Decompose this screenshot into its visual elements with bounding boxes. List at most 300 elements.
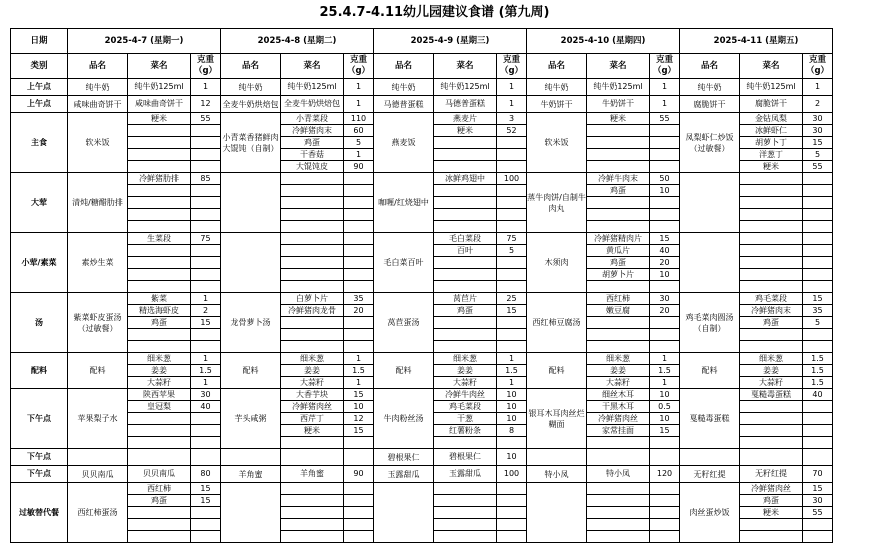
- ingredient-name: 鸡蛋: [740, 495, 803, 507]
- ingredient-name: 纯牛奶125ml: [434, 79, 497, 96]
- dish-name: 无籽红提: [680, 466, 740, 483]
- ingredient-weight: 15: [497, 305, 527, 317]
- dish-name: 软米饭: [527, 113, 587, 173]
- empty-weight-cell: [650, 317, 680, 329]
- dish-name: 腐脆饼干: [680, 96, 740, 113]
- ingredient-column-header: 菜名: [434, 54, 497, 79]
- ingredient-weight: 10: [497, 413, 527, 425]
- empty-ingredient-cell: [128, 269, 191, 281]
- empty-ingredient-cell: [740, 209, 803, 221]
- ingredient-weight: 1: [650, 353, 680, 365]
- empty-weight-cell: [650, 149, 680, 161]
- ingredient-weight: 10: [497, 449, 527, 466]
- ingredient-name: 金钻凤梨: [740, 113, 803, 125]
- empty-weight-cell: [803, 425, 833, 437]
- ingredient-weight: 1: [344, 79, 374, 96]
- dish-name: [680, 449, 740, 466]
- empty-weight-cell: [497, 185, 527, 197]
- empty-weight-cell: [650, 281, 680, 293]
- ingredient-name: 碧根果仁: [434, 449, 497, 466]
- empty-weight-cell: [191, 257, 221, 269]
- empty-ingredient-cell: [740, 245, 803, 257]
- ingredient-name: 鸡蛋: [587, 257, 650, 269]
- ingredient-weight: 120: [650, 466, 680, 483]
- meal-name: 大荤: [11, 173, 68, 233]
- empty-ingredient-cell: [587, 317, 650, 329]
- empty-ingredient-cell: [128, 125, 191, 137]
- ingredient-name: 马德普蛋糕: [434, 96, 497, 113]
- empty-weight-cell: [344, 449, 374, 466]
- ingredient-name: 纯牛奶125ml: [281, 79, 344, 96]
- ingredient-weight: 110: [344, 113, 374, 125]
- ingredient-weight: 25: [497, 293, 527, 305]
- ingredient-name: 干香菇: [281, 149, 344, 161]
- empty-ingredient-cell: [281, 281, 344, 293]
- ingredient-name: 胡萝卜丁: [740, 137, 803, 149]
- empty-ingredient-cell: [740, 425, 803, 437]
- meal-name: 配料: [11, 353, 68, 389]
- empty-ingredient-cell: [740, 437, 803, 449]
- ingredient-name: 牛奶饼干: [587, 96, 650, 113]
- ingredient-name: 咸味曲奇饼干: [128, 96, 191, 113]
- empty-ingredient-cell: [434, 437, 497, 449]
- empty-ingredient-cell: [281, 495, 344, 507]
- ingredient-weight: 40: [191, 401, 221, 413]
- empty-ingredient-cell: [434, 341, 497, 353]
- empty-ingredient-cell: [740, 281, 803, 293]
- ingredient-weight: 15: [191, 483, 221, 495]
- empty-ingredient-cell: [128, 257, 191, 269]
- ingredient-column-header: 菜名: [740, 54, 803, 79]
- dish-column-header: 品名: [68, 54, 128, 79]
- empty-weight-cell: [497, 281, 527, 293]
- empty-weight-cell: [497, 221, 527, 233]
- ingredient-name: 干葱: [434, 413, 497, 425]
- ingredient-weight: 10: [650, 185, 680, 197]
- ingredient-weight: 100: [497, 466, 527, 483]
- meal-name: 小荤/素菜: [11, 233, 68, 293]
- empty-weight-cell: [191, 137, 221, 149]
- ingredient-weight: 15: [650, 233, 680, 245]
- empty-weight-cell: [650, 437, 680, 449]
- dish-name: 牛奶饼干: [527, 96, 587, 113]
- empty-ingredient-cell: [434, 317, 497, 329]
- ingredient-name: 鸡蛋: [128, 495, 191, 507]
- ingredient-weight: 15: [344, 425, 374, 437]
- empty-weight-cell: [191, 245, 221, 257]
- ingredient-weight: 100: [497, 173, 527, 185]
- dish-name: 纯牛奶: [374, 79, 434, 96]
- empty-weight-cell: [191, 149, 221, 161]
- ingredient-weight: 2: [191, 305, 221, 317]
- dish-name: 纯牛奶: [680, 79, 740, 96]
- dish-name: 小青菜香猪鲜肉大馄饨（自制）: [221, 113, 281, 173]
- empty-weight-cell: [497, 495, 527, 507]
- empty-weight-cell: [650, 449, 680, 466]
- empty-weight-cell: [803, 437, 833, 449]
- ingredient-weight: 20: [344, 305, 374, 317]
- empty-weight-cell: [191, 209, 221, 221]
- ingredient-name: 陕西苹果: [128, 389, 191, 401]
- ingredient-weight: 8: [497, 425, 527, 437]
- empty-ingredient-cell: [434, 197, 497, 209]
- empty-weight-cell: [344, 197, 374, 209]
- ingredient-name: 冷鲜猪肉龙骨: [281, 305, 344, 317]
- weight-column-header: 克重（g）: [191, 54, 221, 79]
- ingredient-name: 特小凤: [587, 466, 650, 483]
- meal-row: [11, 466, 833, 483]
- meal-name: 过敏替代餐: [11, 483, 68, 543]
- empty-ingredient-cell: [587, 161, 650, 173]
- dish-name: 苹果梨子水: [68, 389, 128, 449]
- empty-ingredient-cell: [740, 341, 803, 353]
- empty-ingredient-cell: [740, 185, 803, 197]
- empty-ingredient-cell: [740, 173, 803, 185]
- dish-name: 戛糙毒蛋糕: [680, 389, 740, 449]
- day-date-header: 2025-4-7 (星期一): [68, 29, 221, 54]
- empty-weight-cell: [650, 137, 680, 149]
- empty-weight-cell: [344, 233, 374, 245]
- ingredient-name: 紫菜: [128, 293, 191, 305]
- ingredient-name: 鸡毛菜段: [434, 401, 497, 413]
- empty-ingredient-cell: [434, 329, 497, 341]
- empty-weight-cell: [497, 257, 527, 269]
- day-date-header: 2025-4-9 (星期三): [374, 29, 527, 54]
- empty-ingredient-cell: [128, 161, 191, 173]
- empty-weight-cell: [650, 341, 680, 353]
- ingredient-name: 粳米: [128, 113, 191, 125]
- empty-weight-cell: [191, 197, 221, 209]
- ingredient-name: 羊角蜜: [281, 466, 344, 483]
- empty-weight-cell: [803, 269, 833, 281]
- empty-weight-cell: [191, 437, 221, 449]
- ingredient-weight: 1: [191, 353, 221, 365]
- ingredient-name: 干黑木耳: [587, 401, 650, 413]
- empty-ingredient-cell: [740, 233, 803, 245]
- empty-ingredient-cell: [281, 531, 344, 543]
- dish-name: 燕麦饭: [374, 113, 434, 173]
- empty-ingredient-cell: [740, 413, 803, 425]
- ingredient-weight: 5: [803, 317, 833, 329]
- ingredient-weight: 3: [497, 113, 527, 125]
- dish-name: 纯牛奶: [68, 79, 128, 96]
- ingredient-column-header: 菜名: [128, 54, 191, 79]
- ingredient-weight: 90: [344, 466, 374, 483]
- weight-column-header: 克重（g）: [803, 54, 833, 79]
- meal-row: [11, 173, 833, 185]
- ingredient-weight: 70: [803, 466, 833, 483]
- empty-ingredient-cell: [434, 137, 497, 149]
- empty-ingredient-cell: [128, 329, 191, 341]
- empty-ingredient-cell: [128, 281, 191, 293]
- dish-name: 龙骨萝卜汤: [221, 293, 281, 353]
- ingredient-weight: 1.5: [803, 353, 833, 365]
- dish-name: 鸡毛菜肉圆汤（自制）: [680, 293, 740, 353]
- ingredient-weight: 10: [650, 389, 680, 401]
- meal-row: [11, 353, 833, 365]
- ingredient-name: 冷鲜猪肉丝: [740, 483, 803, 495]
- ingredient-name: 洋葱丁: [740, 149, 803, 161]
- empty-weight-cell: [650, 209, 680, 221]
- dish-name: 配料: [221, 353, 281, 389]
- empty-weight-cell: [191, 425, 221, 437]
- empty-weight-cell: [650, 329, 680, 341]
- empty-ingredient-cell: [434, 149, 497, 161]
- dish-name: 玉露甜瓜: [374, 466, 434, 483]
- ingredient-name: 冷鲜猪精肉片: [587, 233, 650, 245]
- ingredient-weight: 40: [650, 245, 680, 257]
- empty-weight-cell: [344, 173, 374, 185]
- empty-ingredient-cell: [587, 221, 650, 233]
- day-date-header: 2025-4-10 (星期四): [527, 29, 680, 54]
- ingredient-weight: 35: [344, 293, 374, 305]
- empty-ingredient-cell: [281, 173, 344, 185]
- dish-name: [680, 233, 740, 293]
- dish-name: 咖喱/红烧翅中: [374, 173, 434, 233]
- empty-ingredient-cell: [128, 245, 191, 257]
- weight-column-header: 克重（g）: [497, 54, 527, 79]
- empty-weight-cell: [344, 185, 374, 197]
- empty-ingredient-cell: [587, 149, 650, 161]
- dish-name: 凤梨虾仁炒饭（过敏餐）: [680, 113, 740, 173]
- dish-name: 芋头咸粥: [221, 389, 281, 449]
- ingredient-weight: 35: [803, 305, 833, 317]
- dish-name: 西红柿豆腐汤: [527, 293, 587, 353]
- ingredient-weight: 52: [497, 125, 527, 137]
- empty-weight-cell: [344, 483, 374, 495]
- empty-weight-cell: [803, 531, 833, 543]
- empty-weight-cell: [344, 531, 374, 543]
- empty-ingredient-cell: [434, 221, 497, 233]
- ingredient-name: 姜姜: [281, 365, 344, 377]
- ingredient-weight: 1: [650, 96, 680, 113]
- meal-name: 下午点: [11, 389, 68, 449]
- empty-weight-cell: [344, 341, 374, 353]
- dish-name: 配料: [374, 353, 434, 389]
- meal-row: [11, 79, 833, 96]
- dish-name: 配料: [68, 353, 128, 389]
- column-header-row: [11, 54, 833, 79]
- empty-weight-cell: [191, 269, 221, 281]
- empty-ingredient-cell: [587, 209, 650, 221]
- ingredient-name: 鸡蛋: [740, 317, 803, 329]
- page-title: 25.4.7-4.11幼儿园建议食谱 (第九周): [319, 5, 550, 20]
- empty-weight-cell: [191, 125, 221, 137]
- empty-ingredient-cell: [587, 483, 650, 495]
- ingredient-weight: 10: [344, 401, 374, 413]
- empty-weight-cell: [191, 185, 221, 197]
- ingredient-name: 戛糙毒蛋糕: [740, 389, 803, 401]
- ingredient-weight: 20: [650, 257, 680, 269]
- day-date-header: 2025-4-11 (星期五): [680, 29, 833, 54]
- ingredient-name: 冷鲜猪肋排: [128, 173, 191, 185]
- ingredient-name: 细米葱: [434, 353, 497, 365]
- empty-weight-cell: [497, 341, 527, 353]
- empty-ingredient-cell: [128, 137, 191, 149]
- ingredient-name: 大馄饨皮: [281, 161, 344, 173]
- empty-ingredient-cell: [281, 269, 344, 281]
- empty-ingredient-cell: [434, 483, 497, 495]
- empty-weight-cell: [650, 161, 680, 173]
- empty-weight-cell: [650, 495, 680, 507]
- ingredient-name: 全麦牛奶烘焙包: [281, 96, 344, 113]
- date-row: [11, 29, 833, 54]
- empty-ingredient-cell: [281, 197, 344, 209]
- empty-weight-cell: [497, 149, 527, 161]
- empty-ingredient-cell: [587, 437, 650, 449]
- meal-row: [11, 449, 833, 466]
- empty-weight-cell: [344, 437, 374, 449]
- ingredient-name: 西芹丁: [281, 413, 344, 425]
- ingredient-weight: 15: [191, 495, 221, 507]
- empty-ingredient-cell: [587, 197, 650, 209]
- empty-ingredient-cell: [128, 149, 191, 161]
- empty-weight-cell: [497, 437, 527, 449]
- empty-weight-cell: [803, 173, 833, 185]
- empty-ingredient-cell: [281, 341, 344, 353]
- empty-weight-cell: [497, 507, 527, 519]
- meal-row: [11, 293, 833, 305]
- empty-weight-cell: [497, 197, 527, 209]
- empty-ingredient-cell: [281, 257, 344, 269]
- ingredient-name: 细米葱: [740, 353, 803, 365]
- ingredient-weight: 30: [803, 125, 833, 137]
- ingredient-name: 嫩豆腐: [587, 305, 650, 317]
- empty-weight-cell: [497, 161, 527, 173]
- empty-weight-cell: [344, 317, 374, 329]
- dish-name: 咸味曲奇饼干: [68, 96, 128, 113]
- empty-ingredient-cell: [740, 401, 803, 413]
- empty-weight-cell: [344, 209, 374, 221]
- ingredient-name: 姜姜: [434, 365, 497, 377]
- ingredient-weight: 55: [650, 113, 680, 125]
- empty-ingredient-cell: [434, 531, 497, 543]
- menu-table: [10, 28, 833, 543]
- ingredient-weight: 1: [344, 96, 374, 113]
- ingredient-weight: 55: [191, 113, 221, 125]
- ingredient-weight: 1: [344, 149, 374, 161]
- empty-weight-cell: [191, 329, 221, 341]
- empty-ingredient-cell: [587, 531, 650, 543]
- empty-weight-cell: [344, 257, 374, 269]
- empty-ingredient-cell: [281, 209, 344, 221]
- empty-ingredient-cell: [281, 449, 344, 466]
- empty-weight-cell: [344, 245, 374, 257]
- ingredient-weight: 10: [650, 269, 680, 281]
- dish-name: 软米饭: [68, 113, 128, 173]
- ingredient-weight: 15: [191, 317, 221, 329]
- ingredient-weight: 60: [344, 125, 374, 137]
- ingredient-weight: 1: [344, 377, 374, 389]
- empty-ingredient-cell: [740, 197, 803, 209]
- ingredient-weight: 1: [191, 293, 221, 305]
- ingredient-weight: 10: [497, 401, 527, 413]
- empty-ingredient-cell: [587, 329, 650, 341]
- ingredient-name: 冷鲜猪肉丝: [281, 401, 344, 413]
- empty-ingredient-cell: [128, 221, 191, 233]
- dish-name: [221, 233, 281, 293]
- empty-weight-cell: [191, 221, 221, 233]
- meal-row: [11, 483, 833, 495]
- dish-name: 羊角蜜: [221, 466, 281, 483]
- ingredient-name: 姜姜: [128, 365, 191, 377]
- ingredient-weight: 1: [344, 353, 374, 365]
- empty-weight-cell: [803, 281, 833, 293]
- empty-ingredient-cell: [434, 281, 497, 293]
- empty-weight-cell: [650, 221, 680, 233]
- empty-ingredient-cell: [128, 425, 191, 437]
- ingredient-weight: 10: [497, 389, 527, 401]
- empty-weight-cell: [650, 531, 680, 543]
- empty-ingredient-cell: [128, 341, 191, 353]
- ingredient-name: 腐脆饼干: [740, 96, 803, 113]
- ingredient-weight: 1: [191, 79, 221, 96]
- ingredient-weight: 12: [344, 413, 374, 425]
- ingredient-weight: 30: [803, 113, 833, 125]
- dish-name: 纯牛奶: [527, 79, 587, 96]
- ingredient-name: 鸡毛菜段: [740, 293, 803, 305]
- empty-ingredient-cell: [740, 531, 803, 543]
- ingredient-weight: 0.5: [650, 401, 680, 413]
- ingredient-weight: 1: [497, 96, 527, 113]
- ingredient-weight: 1.5: [191, 365, 221, 377]
- empty-weight-cell: [650, 507, 680, 519]
- ingredient-name: 无籽红提: [740, 466, 803, 483]
- ingredient-name: 姜姜: [587, 365, 650, 377]
- empty-weight-cell: [191, 531, 221, 543]
- ingredient-name: 鸡蛋: [281, 137, 344, 149]
- empty-ingredient-cell: [740, 449, 803, 466]
- ingredient-column-header: 菜名: [587, 54, 650, 79]
- ingredient-name: 细米葱: [128, 353, 191, 365]
- ingredient-weight: 75: [497, 233, 527, 245]
- empty-ingredient-cell: [128, 209, 191, 221]
- ingredient-weight: 5: [497, 245, 527, 257]
- ingredient-name: 粳米: [281, 425, 344, 437]
- empty-ingredient-cell: [740, 257, 803, 269]
- ingredient-name: 姜姜: [740, 365, 803, 377]
- ingredient-name: 皇冠梨: [128, 401, 191, 413]
- empty-weight-cell: [803, 329, 833, 341]
- empty-ingredient-cell: [587, 495, 650, 507]
- ingredient-name: 纯牛奶125ml: [587, 79, 650, 96]
- empty-weight-cell: [650, 483, 680, 495]
- ingredient-name: 百叶: [434, 245, 497, 257]
- ingredient-weight: 1: [497, 377, 527, 389]
- ingredient-name: 西红柿: [128, 483, 191, 495]
- empty-weight-cell: [497, 269, 527, 281]
- empty-ingredient-cell: [128, 507, 191, 519]
- empty-weight-cell: [803, 185, 833, 197]
- empty-ingredient-cell: [128, 197, 191, 209]
- empty-ingredient-cell: [587, 137, 650, 149]
- ingredient-name: 大香芋块: [281, 389, 344, 401]
- dish-name: 银耳木耳肉丝烂糊面: [527, 389, 587, 449]
- empty-ingredient-cell: [281, 245, 344, 257]
- ingredient-weight: 15: [344, 389, 374, 401]
- meal-row: [11, 233, 833, 245]
- empty-ingredient-cell: [281, 437, 344, 449]
- ingredient-name: 大蒜籽: [740, 377, 803, 389]
- ingredient-weight: 15: [803, 137, 833, 149]
- empty-weight-cell: [803, 245, 833, 257]
- ingredient-name: 白萝卜片: [281, 293, 344, 305]
- empty-ingredient-cell: [740, 221, 803, 233]
- ingredient-name: 鸡蛋: [434, 305, 497, 317]
- ingredient-weight: 5: [344, 137, 374, 149]
- meal-name: 下午点: [11, 466, 68, 483]
- ingredient-weight: 55: [803, 161, 833, 173]
